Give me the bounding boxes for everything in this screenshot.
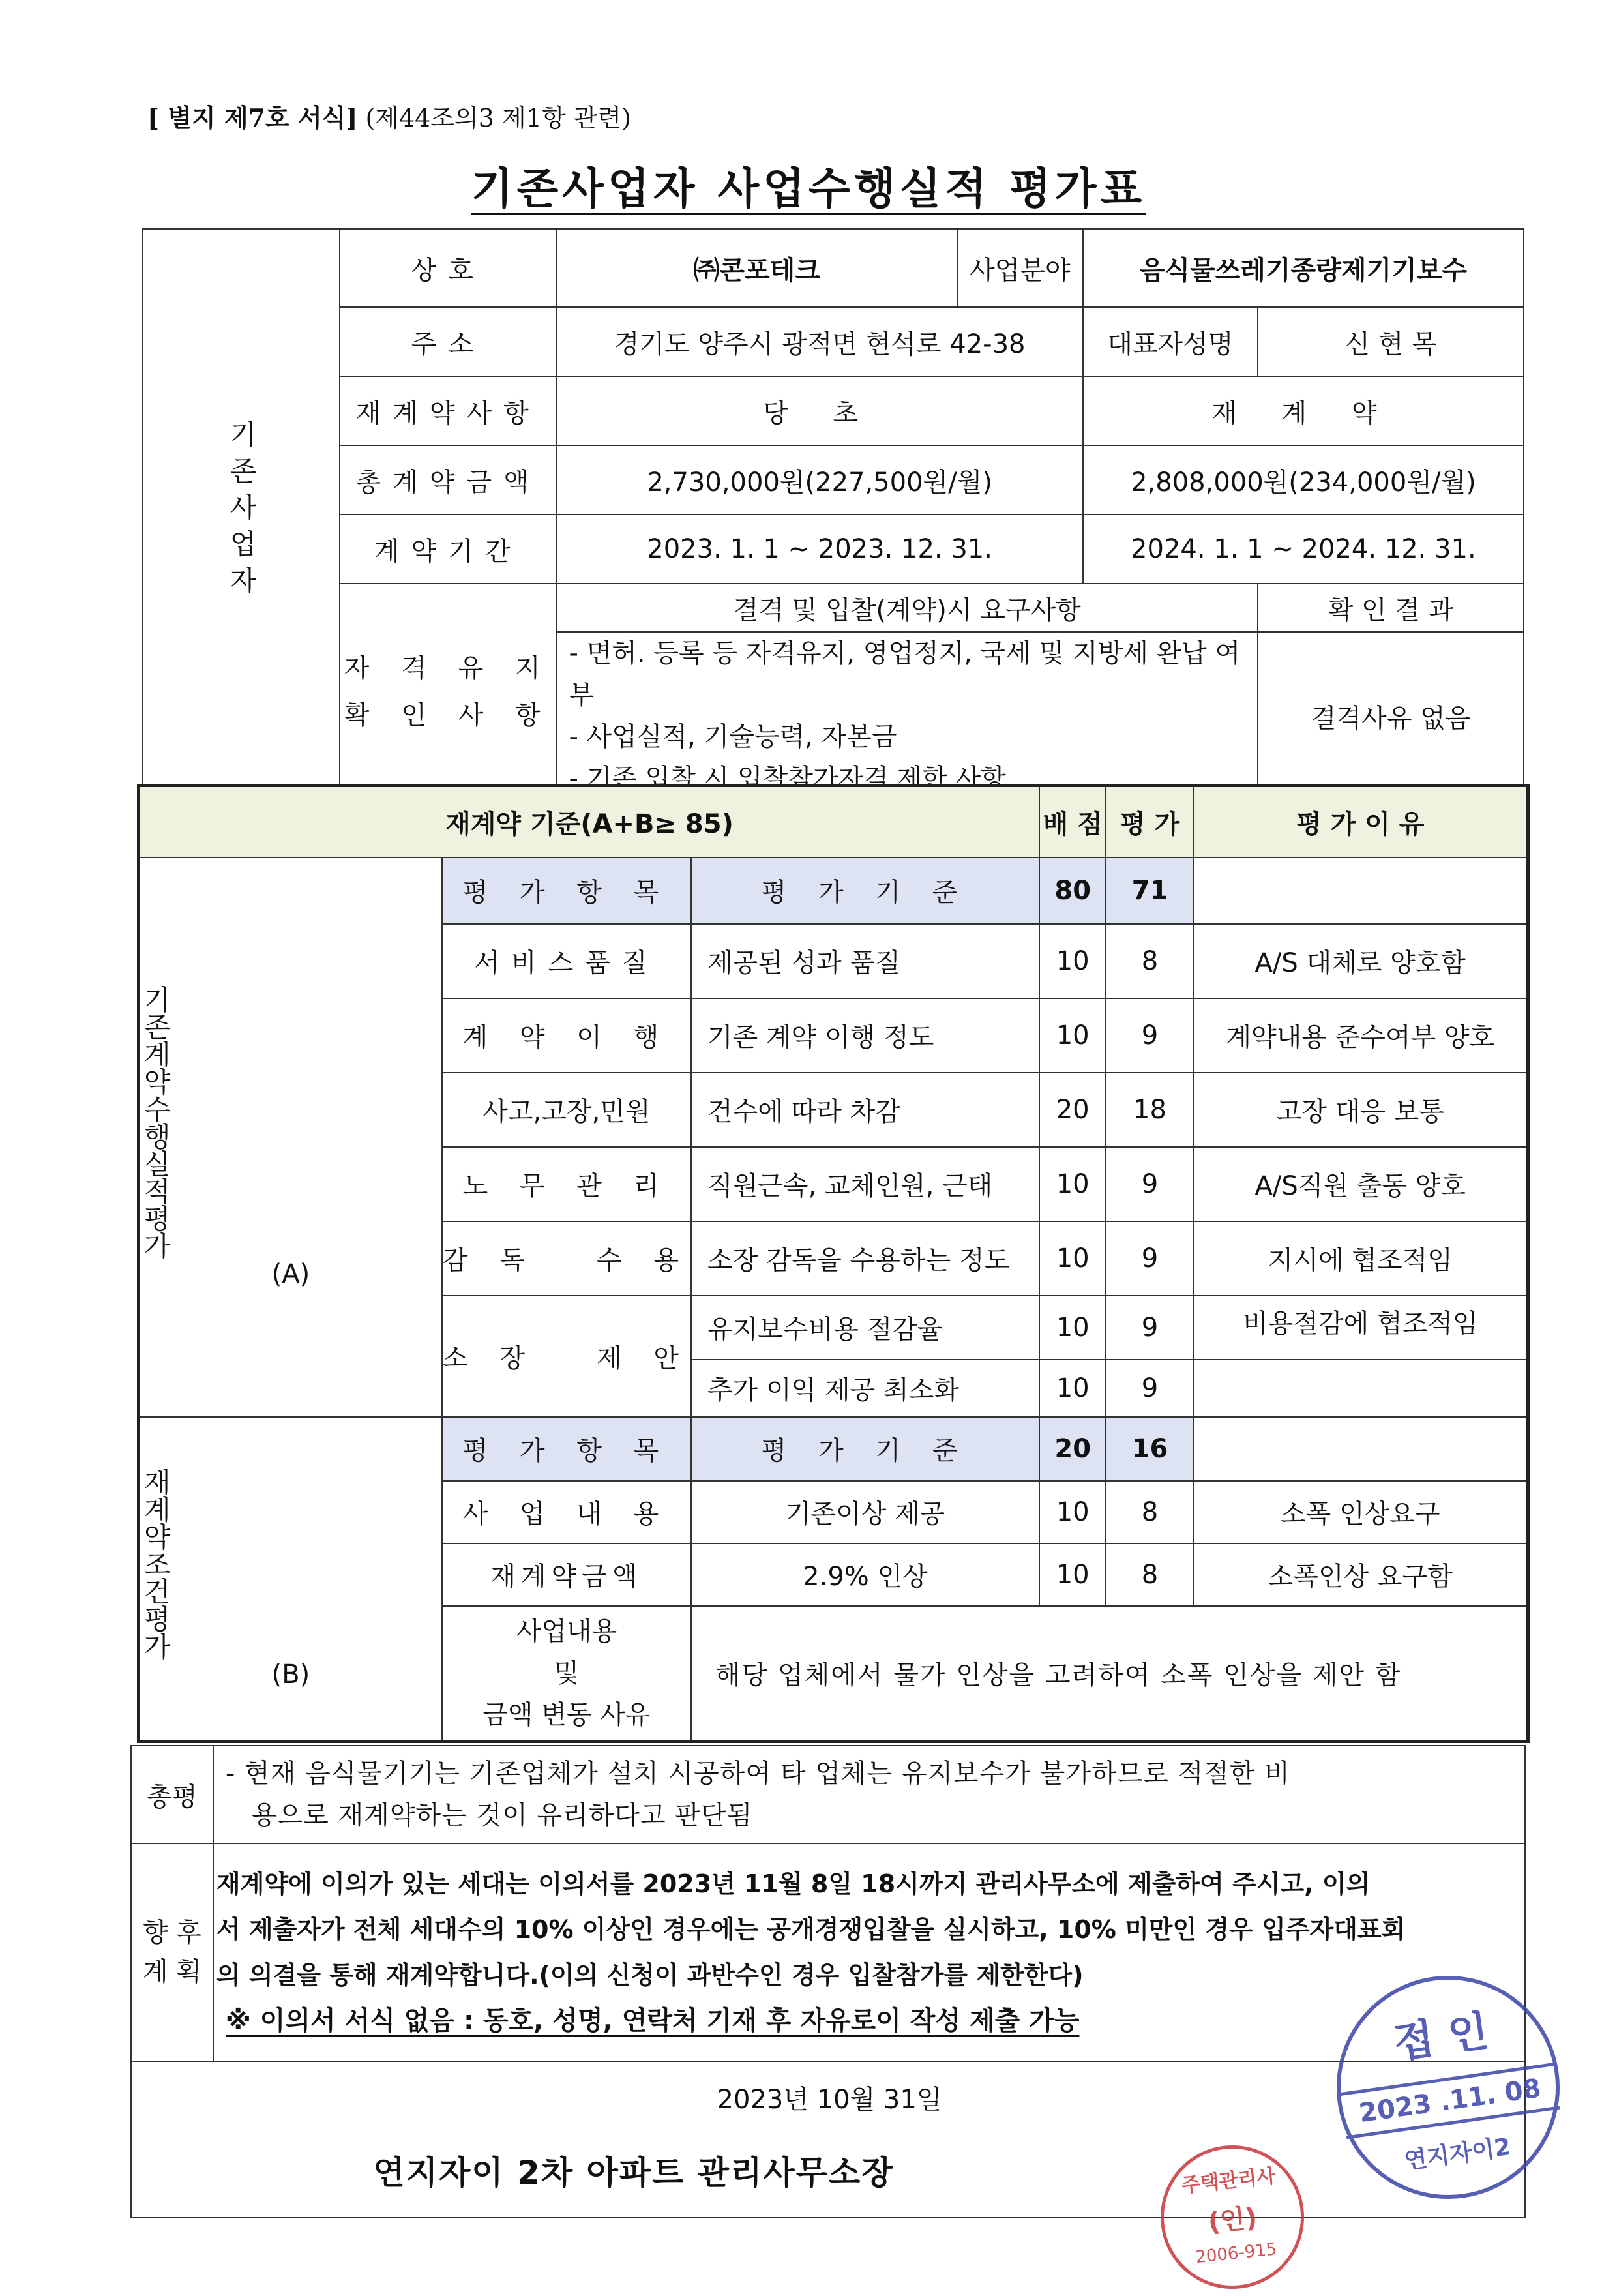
address-value: 경기도 양주시 광적면 현석로 42-38 [556,307,1082,376]
a-score: 10 [1039,1221,1106,1296]
a-reason: A/S직원 출동 양호 [1194,1147,1528,1221]
form-reference: (제44조의3 제1항 관련) [365,104,631,132]
seal-mark: (인) [1206,2203,1259,2238]
field-label: 사업분야 [957,229,1083,307]
requirement-item: - 기존 입찰 시 입찰참가자격 제한 사항 [569,764,1006,794]
rep-value: 신 현 목 [1258,307,1524,376]
requirement-item: - 사업실적, 기술능력, 자본금 [569,722,897,752]
section-a-label: 기존계약수행실적평가 (A) [139,857,442,1417]
a-score: 10 [1039,924,1106,998]
amount-label: 총계약금액 [340,445,556,514]
b-criteria: 기존이상 제공 [691,1481,1039,1543]
proposal-score: 10 [1039,1296,1106,1360]
rep-label: 대표자성명 [1083,307,1258,376]
requirements-header: 결격 및 입찰(계약)시 요구사항 [556,584,1258,632]
change-reason-label: 사업내용 및 금액 변동 사유 [442,1606,691,1742]
proposal-criteria: 유지보수비용 절감율 [691,1296,1039,1360]
amount-original: 2,730,000원(227,500원/월) [556,445,1082,514]
b-criteria: 2.9% 인상 [691,1543,1039,1606]
a-item: 계 약 이 행 [442,998,691,1073]
a-reason: A/S 대체로 양호함 [1194,924,1528,998]
b-item-header: 평 가 항 목 [442,1417,691,1481]
result-header: 확 인 결 과 [1258,584,1524,632]
b-total-score: 20 [1039,1417,1106,1481]
existing-contractor-table [142,228,1524,801]
a-score: 10 [1039,998,1106,1073]
a-criteria: 소장 감독을 수용하는 정도 [691,1221,1039,1296]
seal-org-text: 주택관리사 [1180,2164,1277,2198]
a-criteria-header: 평 가 기 준 [691,857,1039,924]
qualification-label: 자 격 유 지 확 인 사 항 [340,584,556,800]
a-item: 서비스품질 [442,924,691,998]
original-header: 당 초 [556,376,1082,445]
signer: 연지자이 2차 아파트 관리사무소장 [373,2154,895,2192]
evaluation-table [137,784,1530,1743]
a-total-score: 80 [1039,857,1106,924]
proposal-score: 10 [1039,1360,1106,1417]
b-item: 재계약금액 [442,1543,691,1606]
b-eval: 8 [1106,1543,1193,1606]
a-reason: 계약내용 준수여부 양호 [1194,998,1528,1073]
footer-cell [131,2061,1525,2218]
a-eval: 18 [1106,1073,1193,1147]
form-number: [ 별지 제7호 서식] (제44조의3 제1항 관련) [147,103,631,132]
received-org: 연지자이2 [1402,2133,1513,2175]
contract-label: 재계약사항 [340,376,556,445]
b-criteria-header: 평 가 기 준 [691,1417,1039,1481]
existing-section-label: 기존사업자 [143,229,340,800]
proposal-criteria: 추가 이익 제공 최소화 [691,1360,1039,1417]
a-item: 노 무 관 리 [442,1147,691,1221]
requirement-item: - 면허. 등록 등 자격유지, 영업정지, 국세 및 지방세 완납 여부 [569,638,1241,710]
a-eval: 8 [1106,924,1193,998]
company-value: ㈜콘포테크 [556,229,957,307]
period-original: 2023. 1. 1 ~ 2023. 12. 31. [556,514,1082,584]
b-score: 10 [1039,1543,1106,1606]
change-reason-text: 해당 업체에서 물가 인상을 고려하여 소폭 인상을 제안 함 [691,1606,1528,1742]
address-label: 주소 [340,307,556,376]
a-item-header: 평 가 항 목 [442,857,691,924]
a-reason: 지시에 협조적임 [1194,1221,1528,1296]
summary-label: 총평 [131,1746,213,1843]
a-item: 감 독 수 용 [442,1221,691,1296]
b-item: 사 업 내 용 [442,1481,691,1543]
a-item: 사고,고장,민원 [442,1073,691,1147]
eval-header: 평 가 [1106,786,1193,857]
summary-text: - 현재 음식물기기는 기존업체가 설치 시공하여 타 업체는 유지보수가 불가하므로 적절한 비 용으로 재계약하는 것이 유리하다고 판단됨 [213,1746,1525,1843]
requirements-list [556,632,1258,800]
seal-number: 2006-915 [1194,2239,1278,2268]
proposal-item: 소 장 제 안 [442,1296,691,1417]
received-label: 접 인 [1390,2006,1492,2068]
section-b-label: 재계약조건평가 (B) [139,1417,442,1742]
proposal-eval: 9 [1106,1296,1193,1360]
document-date: 2023년 10월 31일 [717,2085,942,2115]
plan-label: 향 후 계 획 [131,1843,213,2061]
proposal-eval: 9 [1106,1360,1193,1417]
b-reason: 소폭인상 요구함 [1194,1543,1528,1606]
a-eval: 9 [1106,998,1193,1073]
a-total-eval: 71 [1106,857,1193,924]
b-reason: 소폭 인상요구 [1194,1481,1528,1543]
received-date: 2023 .11. 08 [1341,2063,1560,2139]
b-total-eval: 16 [1106,1417,1193,1481]
a-criteria: 제공된 성과 품질 [691,924,1039,998]
amount-renewal: 2,808,000원(234,000원/월) [1083,445,1524,514]
reason-header: 평 가 이 유 [1194,786,1528,857]
period-renewal: 2024. 1. 1 ~ 2024. 12. 31. [1083,514,1524,584]
a-criteria: 기존 계약 이행 정도 [691,998,1039,1073]
proposal-reason: 비용절감에 협조적임 [1194,1296,1528,1360]
a-total-reason [1194,857,1528,924]
a-score: 10 [1039,1147,1106,1221]
field-value: 음식물쓰레기종량제기기보수 [1083,229,1524,307]
company-label: 상호 [340,229,556,307]
score-header: 배 점 [1039,786,1106,857]
period-label: 계약기간 [340,514,556,584]
renewal-header: 재 계 약 [1083,376,1524,445]
b-total-reason [1194,1417,1528,1481]
result-value: 결격사유 없음 [1258,632,1524,800]
b-score: 10 [1039,1481,1106,1543]
summary-table [130,1745,1526,2218]
a-eval: 9 [1106,1221,1193,1296]
a-score: 20 [1039,1073,1106,1147]
plan-text: 재계약에 이의가 있는 세대는 이의서를 2023년 11월 8일 18시까지 관리사무소에 제출하여 주시고, 이의 서 제출자가 전체 세대수의 10% 이상인 경우에는 공개경쟁입찰을 실시하고, 10% 미만인 경우 입주자대표회 의 의결을 통해 재계약합니다.(이의 신청이 과반수인 경우 입찰참가를 제한한다) ※ 이의서 서식 없음 : 동호, 성명, 연락처 기재 후 자유로이 작성 제출 가능 [213,1843,1525,2061]
proposal-reason [1194,1360,1528,1417]
b-eval: 8 [1106,1481,1193,1543]
a-eval: 9 [1106,1147,1193,1221]
criteria-header: 재계약 기준(A+B≥ 85) [139,786,1039,857]
a-criteria: 직원근속, 교체인원, 근태 [691,1147,1039,1221]
a-criteria: 건수에 따라 차감 [691,1073,1039,1147]
a-reason: 고장 대응 보통 [1194,1073,1528,1147]
page-title: 기존사업자 사업수행실적 평가표 [471,164,1146,214]
